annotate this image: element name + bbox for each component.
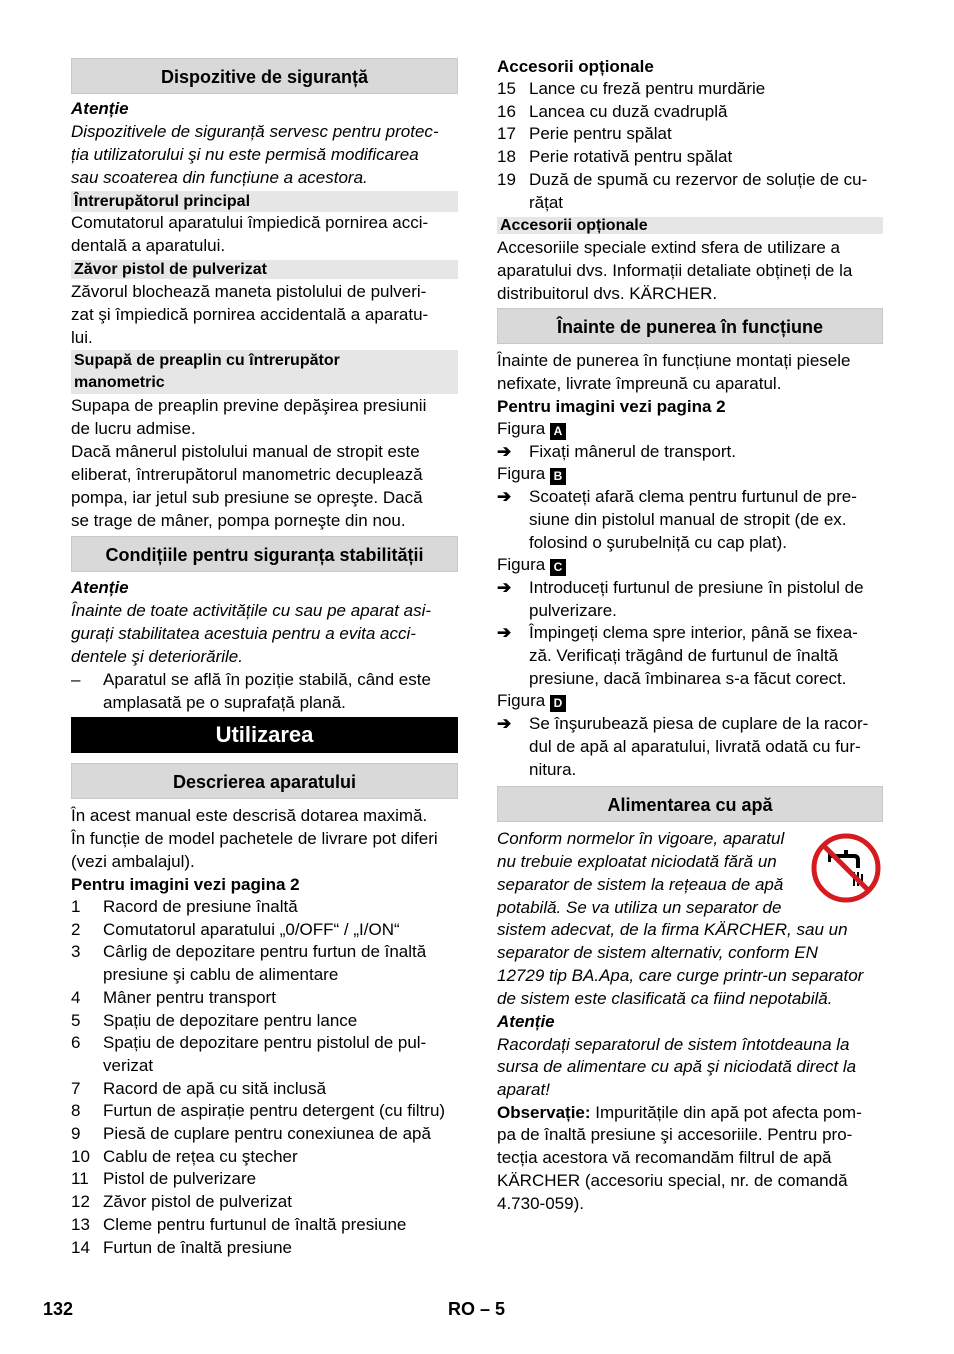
text-line: Supapa de preaplin previne depăşirea presiunii bbox=[71, 396, 427, 415]
figure-letter-box: B bbox=[550, 468, 566, 485]
arrow-icon: ➔ bbox=[497, 623, 512, 643]
list-item-text: Mâner pentru transport bbox=[103, 987, 276, 1007]
list-item-text: Duză de spumă cu rezervor de soluție de cu- bbox=[529, 169, 868, 189]
list-item-number: 10 bbox=[71, 1146, 90, 1166]
observation-text: Impuritățile din apă pot afecta pom- bbox=[590, 1103, 862, 1122]
figure-letter-box: D bbox=[550, 695, 566, 712]
list-item-text: Lance cu freză pentru murdărie bbox=[529, 79, 766, 98]
text-line: 12729 tip BA.Apa, care curge printr-un separator bbox=[497, 966, 864, 985]
text-line: 4.730-059). bbox=[497, 1194, 584, 1213]
step-text: Se înşurubează piesa de cuplare de la racor- bbox=[529, 714, 869, 734]
figure-label: Figura B bbox=[497, 462, 566, 485]
text-line: Racordați separatorul de sistem întotdeauna la bbox=[497, 1035, 850, 1054]
observation-line bbox=[497, 1101, 862, 1124]
list-item-number: 11 bbox=[71, 1169, 89, 1189]
text-line: separator de sistem alternativ, conform EN bbox=[497, 943, 818, 962]
page-number: 132 bbox=[43, 1299, 74, 1319]
text-line: sursa de alimentare cu apă şi niciodată direct la bbox=[497, 1057, 857, 1076]
list-item-number: 2 bbox=[71, 919, 81, 939]
list-item-number: 8 bbox=[71, 1101, 81, 1121]
text-line: ția utilizatorului şi nu este permisă modificarea bbox=[71, 145, 419, 164]
text-line: Înainte de punerea în funcțiune montați piesele bbox=[497, 351, 851, 370]
text-line: eliberat, întrerupătorul manometric decuplează bbox=[71, 465, 423, 484]
step-text: Introduceți furtunul de presiune în pistolul de bbox=[529, 577, 864, 597]
text-line: Dispozitivele de siguranță servesc pentru protec- bbox=[71, 122, 439, 141]
list-item-text: Piesă de cuplare pentru conexiunea de apă bbox=[103, 1124, 431, 1143]
list-item-number: 13 bbox=[71, 1214, 90, 1234]
list-item-text: Cârlig de depozitare pentru furtun de înaltă bbox=[103, 942, 427, 962]
step-text: ză. Verificați trăgând de furtunul de înaltă bbox=[529, 646, 839, 665]
subheading-main-switch: Întrerupătorul principal bbox=[71, 191, 458, 212]
list-item-number: 14 bbox=[71, 1237, 90, 1257]
text-line: aparat! bbox=[497, 1080, 550, 1099]
list-item-number: 12 bbox=[71, 1192, 90, 1212]
list-item-number: 19 bbox=[497, 169, 516, 189]
text-line: sistem adecvat, de la firma KÄRCHER, sau un bbox=[497, 920, 848, 939]
list-item-text: Furtun de înaltă presiune bbox=[103, 1237, 293, 1257]
list-item-number: 5 bbox=[71, 1010, 81, 1030]
accessories-heading: Accesorii opționale bbox=[497, 57, 654, 76]
arrow-icon: ➔ bbox=[497, 487, 512, 507]
text-line: Accesoriile speciale extind sfera de utilizare a bbox=[497, 238, 841, 257]
image-reference: Pentru imagini vezi pagina 2 bbox=[497, 397, 726, 416]
text-line: În funcție de model pachetele de livrare pot diferi bbox=[71, 829, 438, 848]
text-line: sau scoaterea din funcțiune a acestora. bbox=[71, 168, 368, 187]
step-text: folosind o şurubelniță cu cap plat). bbox=[529, 532, 787, 552]
list-item-number: 4 bbox=[71, 987, 81, 1007]
text-line: aparatului dvs. Informații detaliate obțineți de la bbox=[497, 261, 853, 280]
list-item-text: Lancea cu duză cvadruplă bbox=[529, 101, 728, 121]
text-line: de sistem este clasificată ca fiind nepotabilă. bbox=[497, 989, 833, 1008]
observation-label: Observație: bbox=[497, 1103, 591, 1122]
list-item-text: Perie rotativă pentru spălat bbox=[529, 147, 733, 167]
text-line: Aparatul se află în poziție stabilă, când este bbox=[103, 670, 431, 689]
section-page-label: RO – 5 bbox=[448, 1299, 506, 1319]
text-line: se trage de mâner, pompa porneşte din nou. bbox=[71, 511, 406, 530]
step-text: nitura. bbox=[529, 759, 577, 779]
text-line: separator de sistem la rețeaua de apă bbox=[497, 875, 784, 894]
dash-bullet: – bbox=[71, 670, 81, 689]
text-line: În acest manual este descrisă dotarea maximă. bbox=[71, 806, 428, 825]
text-line: pompa, iar jetul sub presiune se opreşte. Dacă bbox=[71, 488, 423, 507]
text-line: dentele şi deteriorările. bbox=[71, 647, 243, 666]
text-line: lui. bbox=[71, 328, 93, 347]
text-line: distribuitorul dvs. KÄRCHER. bbox=[497, 284, 718, 303]
list-item-number: 18 bbox=[497, 147, 516, 167]
list-item-text: Perie pentru spălat bbox=[529, 124, 672, 144]
text-line: tecția acestora vă recomandăm filtrul de apă bbox=[497, 1148, 832, 1167]
arrow-icon: ➔ bbox=[497, 714, 512, 734]
text-line: Înainte de toate activitățile cu sau pe aparat asi- bbox=[71, 601, 432, 620]
step-text: Împingeți clema spre interior, până se fixea- bbox=[529, 623, 858, 643]
step-text: siune din pistolul manual de stropit (de ex. bbox=[529, 509, 847, 529]
list-item-text: Pistol de pulverizare bbox=[103, 1169, 257, 1189]
figure-letter-box: A bbox=[550, 423, 566, 440]
text-line: gurați stabilitatea acestuia pentru a evita acci- bbox=[71, 624, 416, 643]
list-item-number: 9 bbox=[71, 1124, 81, 1143]
list-item-text: Racord de apă cu sită inclusă bbox=[103, 1078, 327, 1098]
list-item-number: 17 bbox=[497, 124, 516, 144]
list-item-text: Spațiu de depozitare pentru lance bbox=[103, 1010, 358, 1030]
text-line: Conform normelor în vigoare, aparatul bbox=[497, 829, 785, 848]
no-direct-potable-water-icon bbox=[810, 832, 882, 904]
step-text: pulverizare. bbox=[529, 600, 617, 620]
subheading-gun-lock: Zăvor pistol de pulverizat bbox=[71, 260, 458, 279]
list-item-text: Racord de presiune înaltă bbox=[103, 897, 298, 916]
section-title-stability: Condițiile pentru siguranța stabilității bbox=[71, 536, 458, 572]
text-line: Zăvorul blochează maneta pistolului de pulveri- bbox=[71, 282, 427, 301]
list-item-number: 7 bbox=[71, 1078, 81, 1098]
text-line: potabilă. Se va utiliza un separator de bbox=[497, 898, 782, 917]
arrow-icon: ➔ bbox=[497, 441, 512, 461]
text-line: (vezi ambalajul). bbox=[71, 852, 195, 871]
text-line: nefixate, livrate împreună cu aparatul. bbox=[497, 374, 782, 393]
list-item-number: 6 bbox=[71, 1033, 81, 1053]
text-line: Dacă mânerul pistolului manual de stropit este bbox=[71, 442, 420, 461]
list-item-number: 1 bbox=[71, 897, 81, 916]
list-item-text: presiune şi cablu de alimentare bbox=[103, 965, 339, 985]
section-title-device-description: Descrierea aparatului bbox=[71, 763, 458, 799]
list-item-text: rățat bbox=[529, 192, 564, 212]
list-item-text: Furtun de aspirație pentru detergent (cu filtru) bbox=[103, 1101, 446, 1121]
list-item-text: Cleme pentru furtunul de înaltă presiune bbox=[103, 1214, 407, 1234]
text-line: pa de înaltă presiune şi accesoriile. Pentru pro- bbox=[497, 1125, 853, 1144]
step-text: presiune, dacă îmbinarea s-a făcut corect. bbox=[529, 668, 847, 688]
figure-label: Figura C bbox=[497, 553, 566, 576]
attention-label: Atenție bbox=[71, 99, 129, 118]
text-line: nu trebuie exploatat niciodată fără un bbox=[497, 852, 777, 871]
subheading-overflow-valve: Supapă de preaplin cu întrerupător manometric bbox=[71, 350, 458, 394]
list-item-text: Comutatorul aparatului „0/OFF“ / „I/ON“ bbox=[103, 919, 400, 939]
list-item-number: 15 bbox=[497, 79, 516, 98]
text-line: dentală a aparatului. bbox=[71, 236, 226, 255]
section-title-before-startup: Înainte de punerea în funcțiune bbox=[497, 308, 883, 344]
step-text: Fixați mânerul de transport. bbox=[529, 441, 736, 461]
list-item-text: Spațiu de depozitare pentru pistolul de pul- bbox=[103, 1033, 427, 1053]
text-line: Comutatorul aparatului împiedică pornirea acci- bbox=[71, 213, 429, 232]
section-title-safety-devices: Dispozitive de siguranță bbox=[71, 58, 458, 94]
step-text: Scoateți afară clema pentru furtunul de pre- bbox=[529, 487, 857, 507]
attention-label: Atenție bbox=[497, 1012, 555, 1031]
arrow-icon: ➔ bbox=[497, 577, 512, 597]
image-reference: Pentru imagini vezi pagina 2 bbox=[71, 875, 300, 894]
list-item-number: 16 bbox=[497, 101, 516, 121]
chapter-title-usage: Utilizarea bbox=[71, 717, 458, 753]
figure-label: Figura A bbox=[497, 417, 566, 440]
list-item-text: Zăvor pistol de pulverizat bbox=[103, 1192, 292, 1212]
text-line: de lucru admise. bbox=[71, 419, 196, 438]
figure-letter-box: C bbox=[550, 559, 566, 576]
list-item-number: 3 bbox=[71, 942, 81, 962]
list-item-text: verizat bbox=[103, 1055, 154, 1075]
list-item-text: Cablu de rețea cu ştecher bbox=[103, 1146, 298, 1166]
section-title-water-supply: Alimentarea cu apă bbox=[497, 786, 883, 822]
text-line: zat şi împiedică pornirea accidentală a aparatu- bbox=[71, 305, 429, 324]
attention-label: Atenție bbox=[71, 578, 129, 597]
subheading-optional-accessories: Accesorii opționale bbox=[497, 217, 883, 234]
step-text: dul de apă al aparatului, livrată odată cu fur- bbox=[529, 736, 861, 756]
text-line: KÄRCHER (accesoriu special, nr. de comandă bbox=[497, 1171, 848, 1190]
text-line: amplasată pe o suprafață plană. bbox=[103, 693, 346, 712]
figure-label: Figura D bbox=[497, 689, 566, 712]
